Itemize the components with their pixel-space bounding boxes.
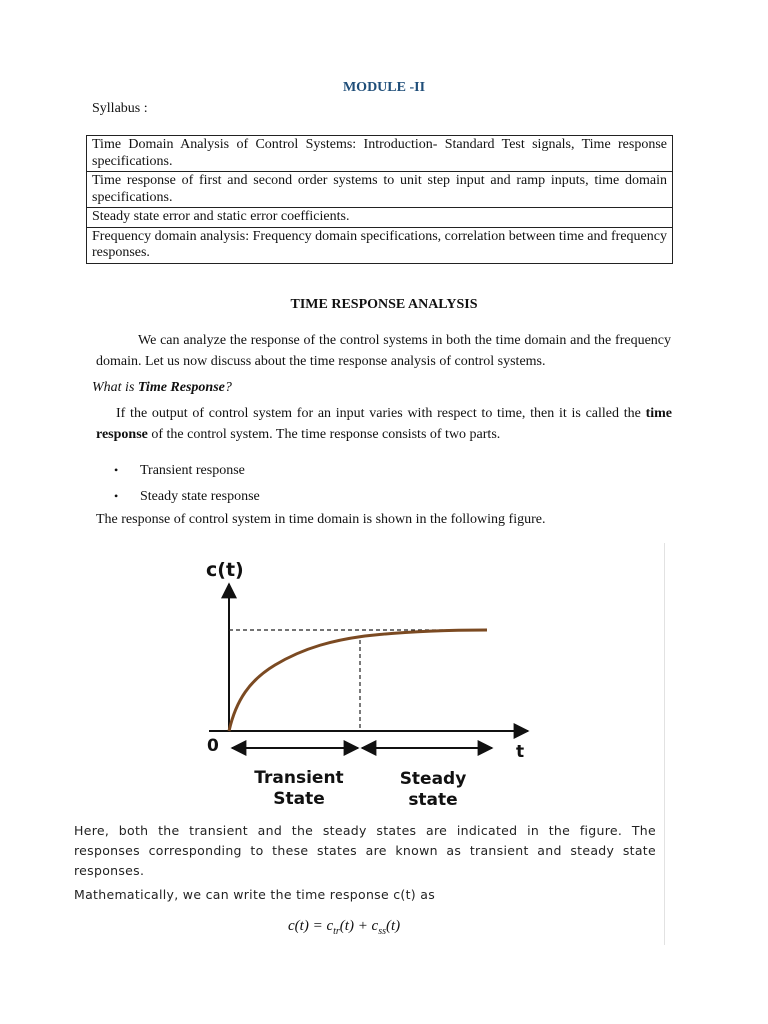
x-axis-label: t (516, 742, 525, 762)
formula-sub-tr: tr (333, 926, 340, 937)
scan-paragraph-2: Mathematically, we can write the time response c(t) as (74, 887, 436, 902)
formula-sub-ss: ss (378, 926, 387, 937)
question-suffix: ? (224, 380, 232, 395)
definition-after: of the control system. The time response consists of two parts. (147, 427, 501, 442)
syllabus-row-2: Time response of first and second order systems to unit step input and ramp inputs, time domain specifications. (87, 172, 673, 208)
syllabus-label: Syllabus : (92, 101, 148, 116)
steady-label-line1: Steady (399, 769, 467, 789)
steady-label-line2: state (408, 790, 458, 810)
transient-label-line1: Transient (254, 768, 344, 788)
list-item: • Transient response (100, 460, 260, 486)
origin-label: 0 (207, 736, 219, 756)
definition-before: If the output of control system for an input varies with respect to time, then it is called the (116, 406, 646, 421)
formula-end: (t) (386, 918, 401, 934)
scan-paragraph-1: Here, both the transient and the steady states are indicated in the figure. The responses corresponding to these states are known as transient and steady state responses. (74, 823, 656, 878)
figure-intro: The response of control system in time domain is shown in the following figure. (96, 512, 546, 527)
intro-paragraph: We can analyze the response of the control systems in both the time domain and the frequency domain. Let us now discuss about the time response analysis of control systems. (96, 333, 671, 369)
y-axis-label: c(t) (206, 559, 244, 581)
definition-bold: time response (96, 406, 672, 442)
question-bold: Time Response (137, 380, 225, 395)
module-title: MODULE -II (342, 80, 426, 95)
formula-lhs: c(t) = c (288, 918, 334, 934)
list-item: • Steady state response (100, 486, 260, 512)
syllabus-row-1: Time Domain Analysis of Control Systems: Introduction- Standard Test signals, Time response specifications. (87, 136, 673, 172)
question-prefix: What is (92, 380, 138, 395)
syllabus-row-3: Steady state error and static error coefficients. (87, 208, 673, 228)
response-curve (229, 630, 487, 731)
time-response-formula (288, 918, 400, 937)
syllabus-row-4: Frequency domain analysis: Frequency domain specifications, correlation between time and frequency responses. (87, 227, 673, 263)
transient-label-line2: State (273, 789, 325, 809)
formula-mid: (t) + c (339, 918, 379, 934)
section-heading: TIME RESPONSE ANALYSIS (290, 297, 478, 312)
